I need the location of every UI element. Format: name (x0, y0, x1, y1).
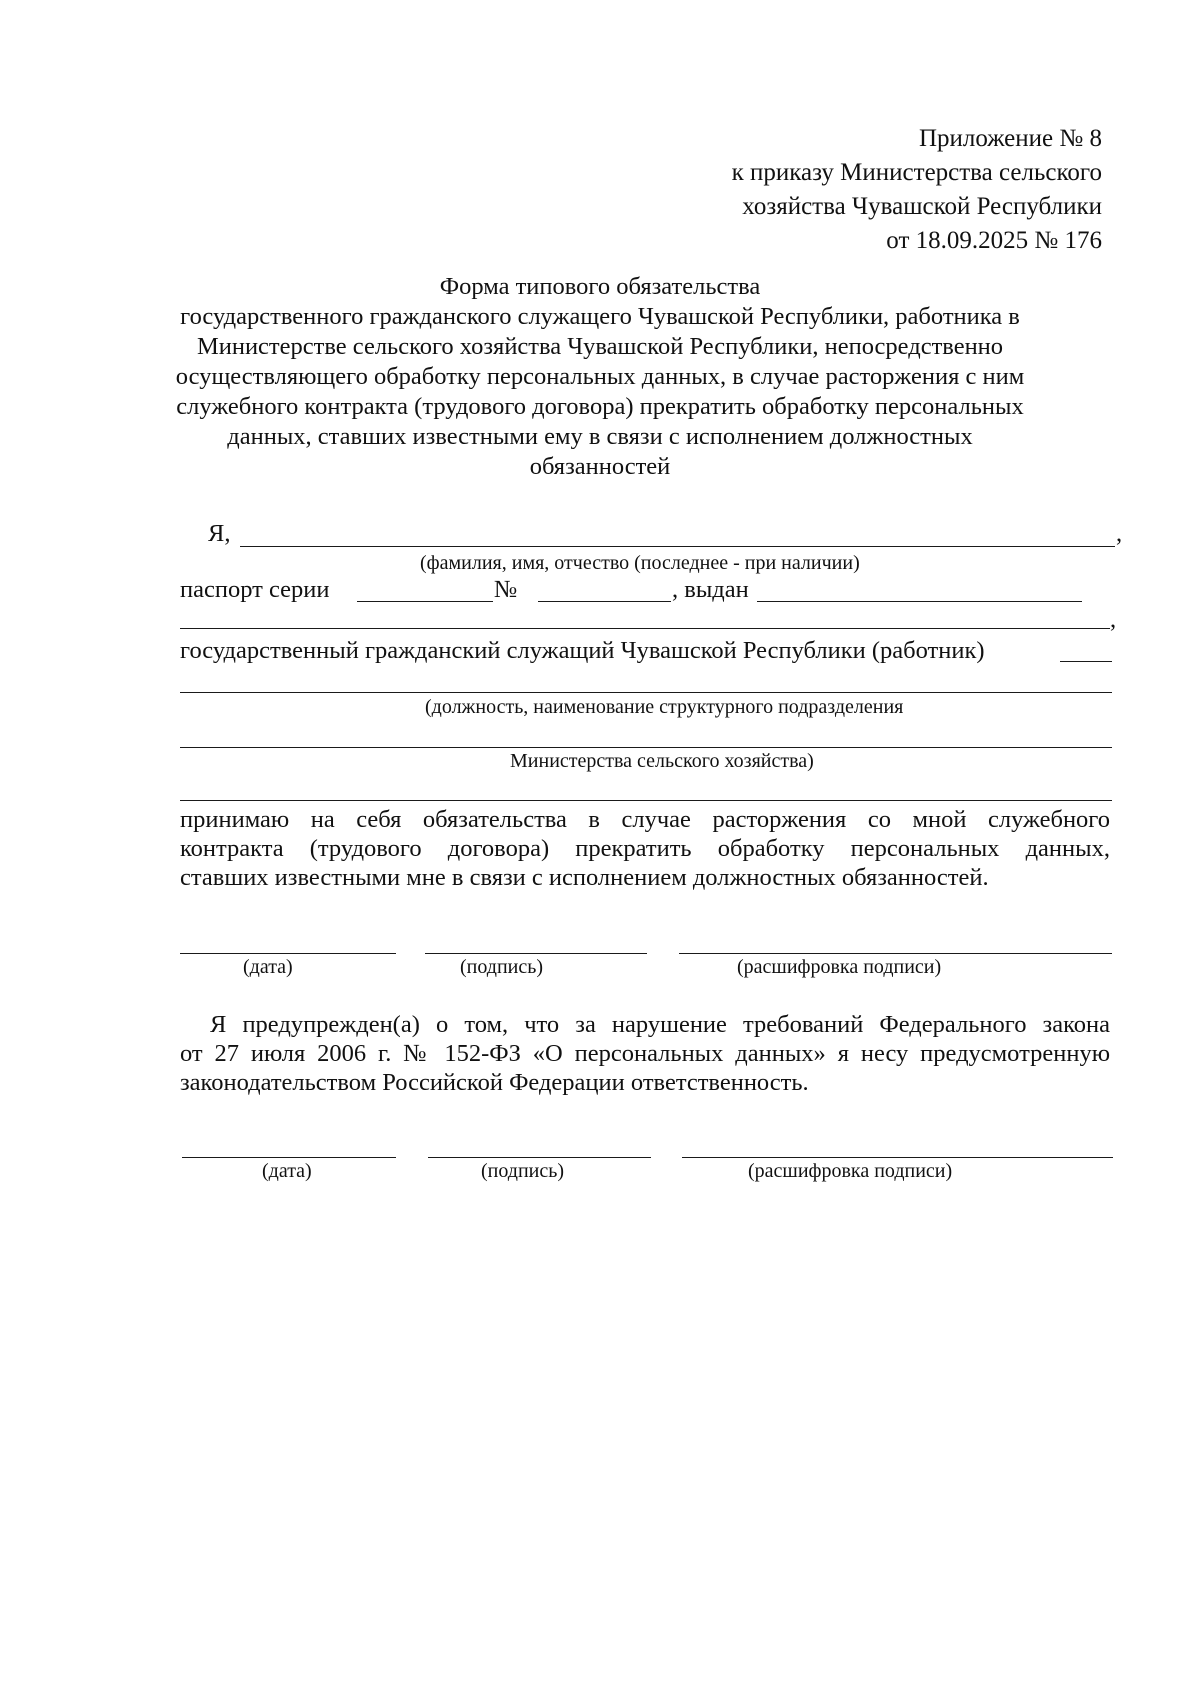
commitment-line: контракта (трудового договора) прекратить обработку персональных данных, (180, 835, 1110, 862)
servant-tail-line[interactable] (1060, 661, 1112, 662)
position-line[interactable] (180, 692, 1112, 693)
header-line: Приложение № 8 (918, 125, 1102, 152)
signature-decoding-hint: (расшифровка подписи) (737, 956, 942, 978)
fio-hint: (фамилия, имя, отчество (последнее - при наличии) (420, 552, 860, 574)
passport-number-line[interactable] (538, 601, 671, 602)
warning-line: от 27 июля 2006 г. № 152-ФЗ «О персональных данных» я несу предусмотренную (180, 1040, 1110, 1067)
commitment-line: принимаю на себя обязательства в случае расторжения со мной служебного (180, 806, 1110, 833)
issued-comma: , (1110, 606, 1117, 633)
date-hint: (дата) (262, 1160, 312, 1182)
header-line: к приказу Министерства сельского (731, 159, 1102, 186)
title-line: осуществляющего обработку персональных данных, в случае расторжения с ним (175, 363, 1025, 390)
approval-header (732, 122, 1102, 258)
position-hint: (должность, наименование структурного подразделения (425, 696, 904, 718)
title-line: государственного гражданского служащего Чувашской Республики, работника в (180, 303, 1020, 330)
signature-hint: (подпись) (460, 956, 544, 978)
issued-label: , выдан (672, 576, 749, 603)
issued-by-line-2[interactable] (180, 628, 1110, 629)
title-line: служебного контракта (трудового договора) прекратить обработку персональных (176, 393, 1024, 420)
signature-decoding-line[interactable] (682, 1157, 1113, 1158)
number-label: № (494, 576, 518, 603)
fio-comma: , (1116, 520, 1123, 547)
department-line[interactable] (180, 747, 1112, 748)
signature-hint: (подпись) (481, 1160, 565, 1182)
fio-line[interactable] (240, 546, 1115, 547)
header-line: от 18.09.2025 № 176 (886, 227, 1102, 254)
i-label: Я, (208, 520, 231, 547)
date-line[interactable] (182, 1157, 396, 1158)
department-line-2[interactable] (180, 800, 1112, 801)
signature-decoding-line[interactable] (679, 953, 1112, 954)
warning-line: Я предупрежден(а) о том, что за нарушение требований Федерального закона (210, 1011, 1110, 1038)
warning-line: законодательством Российской Федерации ответственность. (180, 1069, 809, 1096)
issued-by-line[interactable] (757, 601, 1082, 602)
commitment-paragraph (180, 805, 1110, 892)
ministry-hint: Министерства сельского хозяйства) (510, 750, 814, 772)
title-line: данных, ставших известными ему в связи с исполнением должностных (227, 423, 973, 450)
signature-decoding-hint: (расшифровка подписи) (748, 1160, 953, 1182)
date-hint: (дата) (243, 956, 293, 978)
document-title (150, 272, 1050, 482)
commitment-line: ставших известными мне в связи с исполнением должностных обязанностей. (180, 864, 989, 891)
passport-label: паспорт серии (180, 576, 330, 603)
signature-line[interactable] (428, 1157, 651, 1158)
title-line: Министерстве сельского хозяйства Чувашской Республики, непосредственно (196, 333, 1004, 360)
title-line: Форма типового обязательства (439, 273, 761, 300)
header-line: хозяйства Чувашской Республики (742, 193, 1102, 220)
date-line[interactable] (180, 953, 396, 954)
signature-line[interactable] (425, 953, 647, 954)
title-line: обязанностей (529, 453, 671, 480)
servant-label: государственный гражданский служащий Чувашской Республики (работник) (180, 637, 985, 664)
warning-paragraph (180, 1010, 1110, 1097)
passport-series-line[interactable] (357, 601, 493, 602)
